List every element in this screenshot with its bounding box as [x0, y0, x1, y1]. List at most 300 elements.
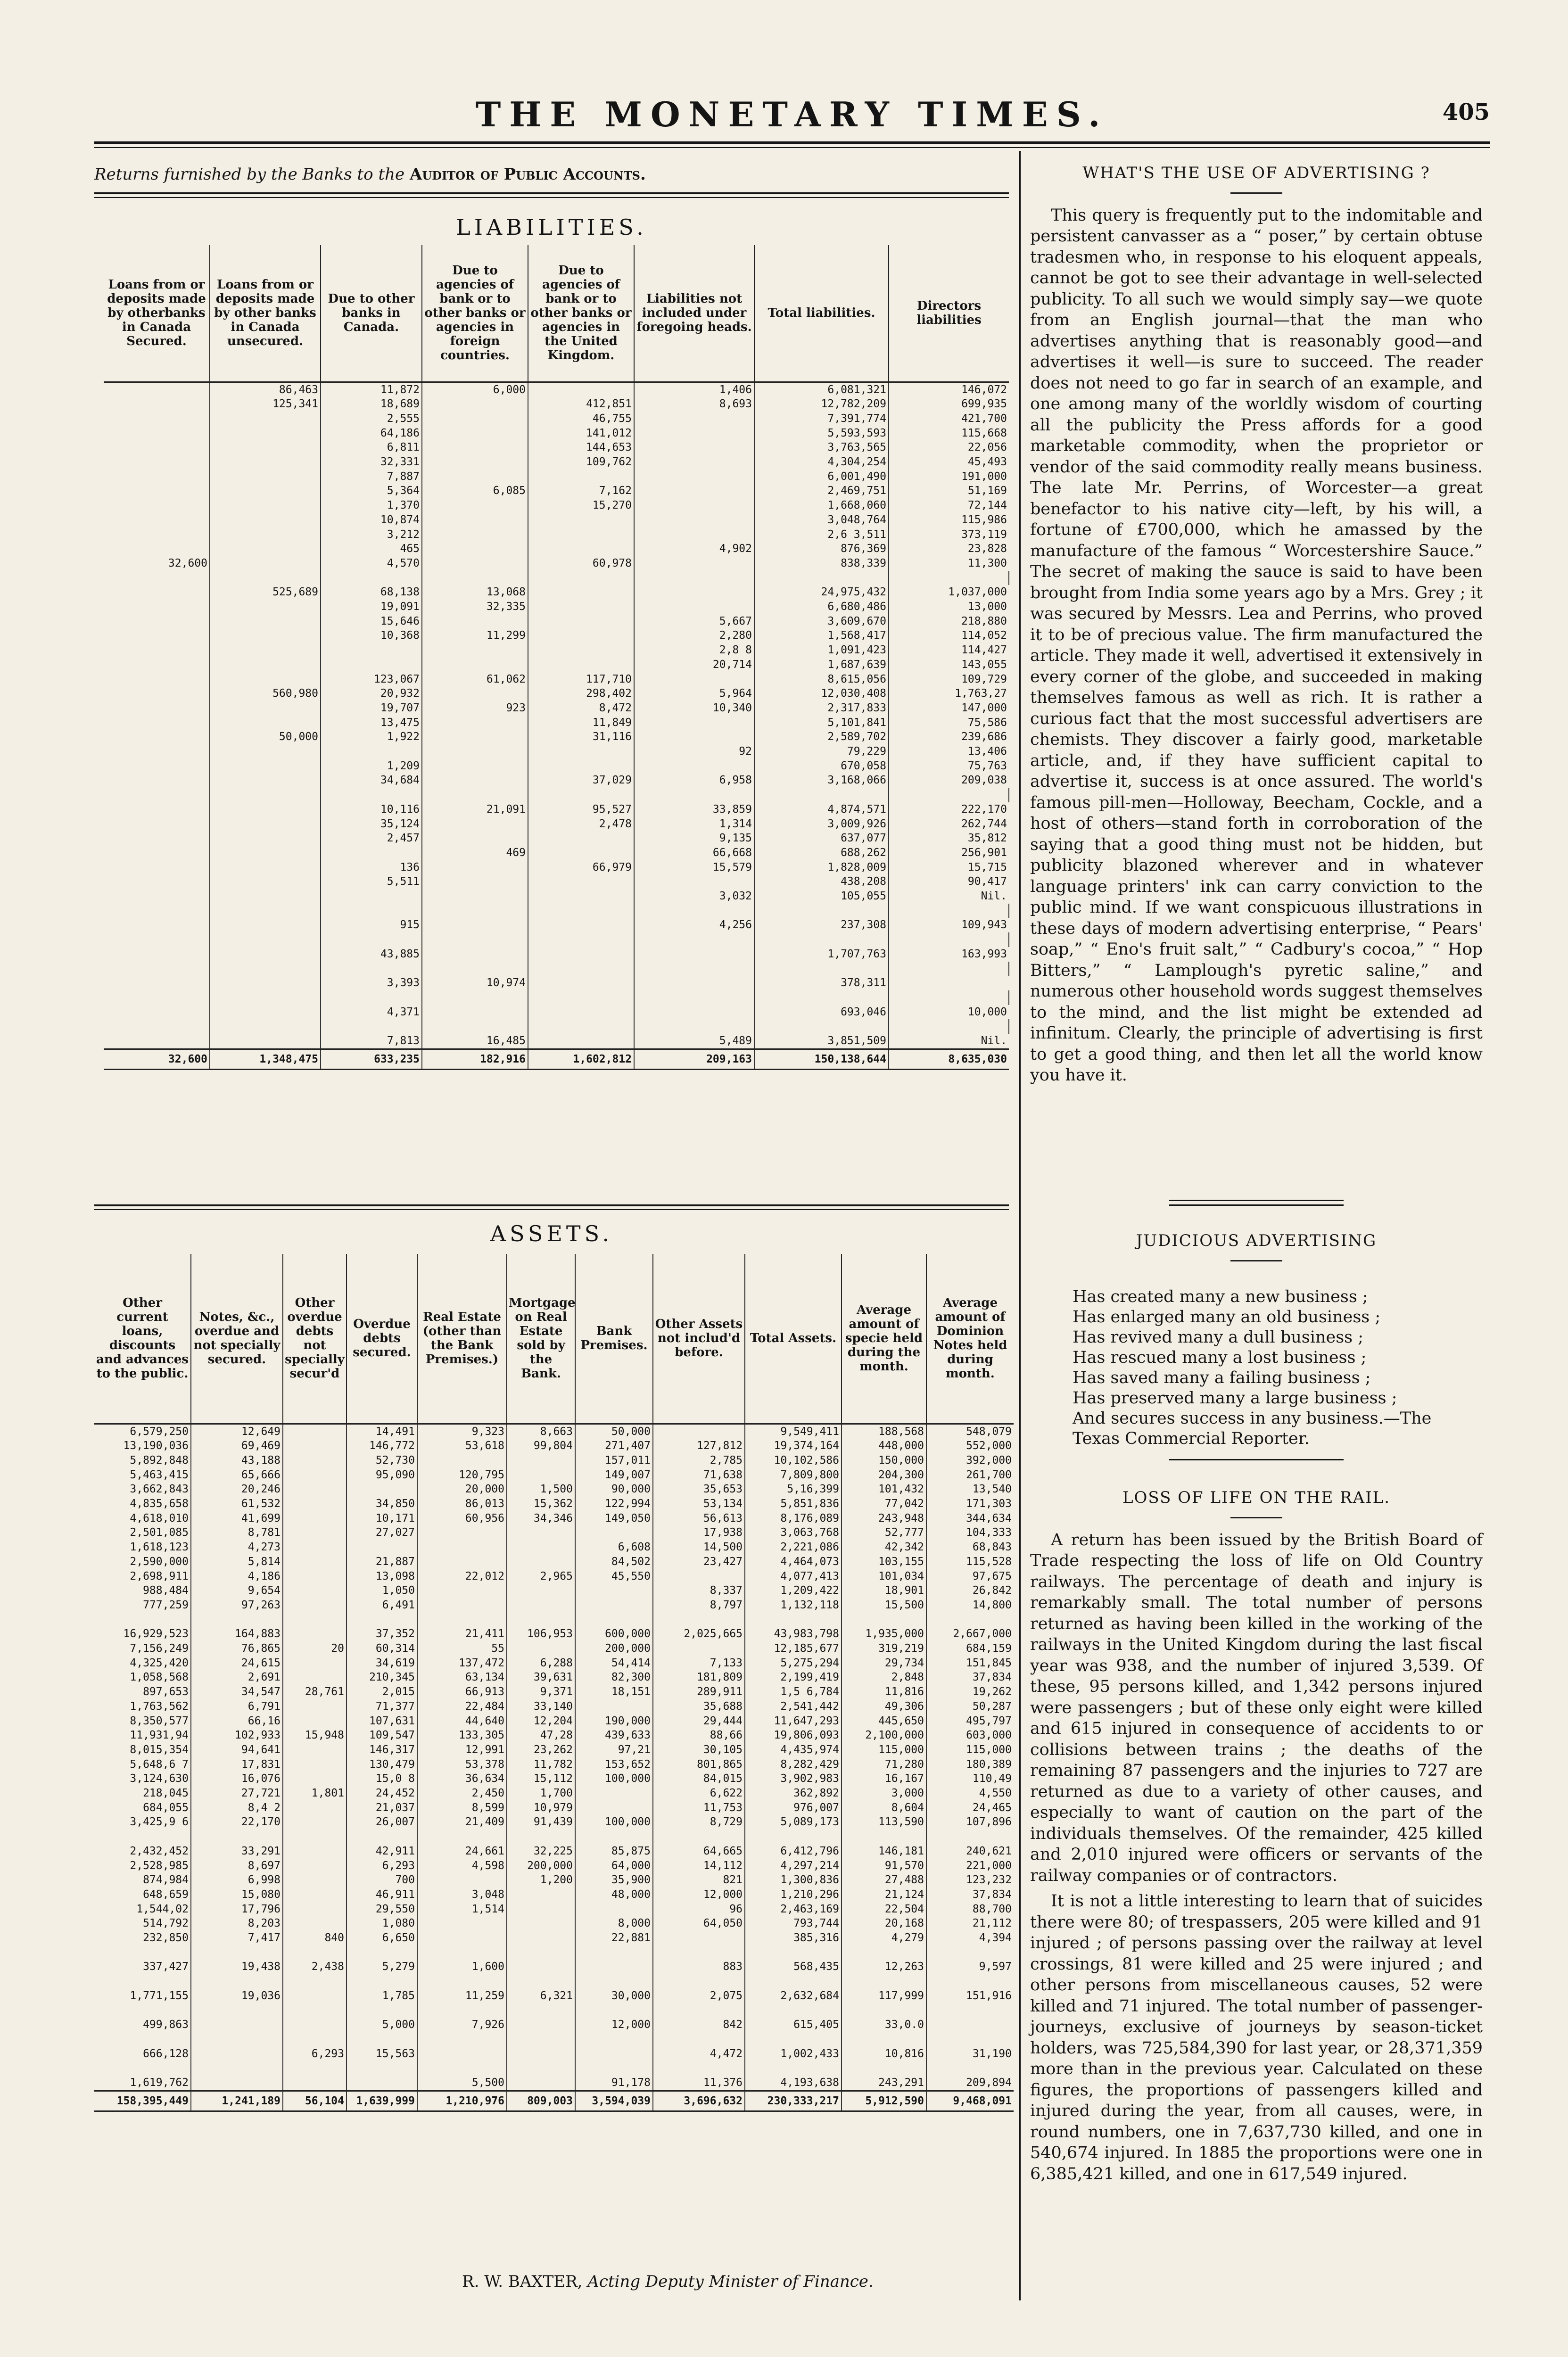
table-cell — [926, 2032, 1014, 2047]
table-cell — [104, 1034, 210, 1049]
table-cell — [745, 2032, 842, 2047]
table-row — [94, 2076, 1014, 2091]
table-cell — [210, 1019, 321, 1034]
table-cell: 6,958 — [634, 773, 754, 788]
table-cell: 115,000 — [926, 1743, 1014, 1757]
table-cell — [321, 904, 422, 918]
table-cell — [422, 817, 528, 832]
table-cell — [422, 1019, 528, 1034]
table-cell: 29,444 — [653, 1714, 745, 1729]
table-cell: 3,662,843 — [130, 1483, 189, 1496]
table-cell: 1,200 — [507, 1873, 575, 1887]
table-cell — [528, 1019, 634, 1034]
table-cell: 2,965 — [507, 1569, 575, 1584]
asset-col-header: Other overdue debts not specially secur'd — [283, 1254, 347, 1424]
table-cell: 60,314 — [347, 1641, 417, 1656]
table-cell — [528, 846, 634, 860]
table-cell: 373,119 — [889, 527, 1009, 542]
table-cell: 4,325,420 — [130, 1656, 189, 1669]
table-cell: 33,291 — [191, 1844, 283, 1859]
article-rail-para-2: It is not a little interesting to learn that of suicides there were 80; of trespassers, 205 were killed and 91 injured ; of persons passing over the railway at level crossings, 81 were killed and 25 were injured ; and other persons from miscellaneous causes, 52 were killed and 71 injured. The total number of passenger-journeys, exclusive of journeys by season-ticket holders, was 725,584,390 for last year, or 28,371,359 more than in the previous year. Calculated on these figures, the proportions of passengers killed and injured during the year, from all causes, were, in round numbers, one in 7,637,730 killed, and one in 540,674 injured. In 1885 the proportions were one in 6,385,421 killed, and one in 617,549 injured. — [1030, 1892, 1483, 2184]
table-row — [104, 513, 1009, 527]
table-cell: 821 — [653, 1873, 745, 1887]
table-cell — [191, 1613, 283, 1627]
table-cell — [926, 1830, 1014, 1844]
table-cell — [191, 2076, 283, 2091]
table-cell: 465 — [321, 542, 422, 556]
table-cell — [347, 1613, 417, 1627]
table-cell — [210, 628, 321, 643]
table-row — [104, 802, 1009, 817]
table-row — [94, 2032, 1014, 2047]
article-judicious-title: JUDICIOUS ADVERTISING — [1136, 1231, 1377, 1250]
table-row — [94, 1728, 1014, 1743]
table-row — [94, 1685, 1014, 1699]
table-cell: 13,406 — [889, 744, 1009, 759]
table-cell: 21,409 — [417, 1815, 507, 1830]
table-cell — [104, 976, 210, 990]
table-row — [94, 2003, 1014, 2018]
assets-table — [94, 1254, 1014, 2112]
table-cell — [210, 773, 321, 788]
table-cell: 13,000 — [889, 600, 1009, 614]
table-cell — [422, 947, 528, 962]
table-cell — [634, 932, 754, 947]
table-cell: 14,800 — [926, 1598, 1014, 1613]
table-cell: 146,772 — [347, 1439, 417, 1453]
table-cell: 34,850 — [347, 1497, 417, 1511]
table-cell: 7,417 — [191, 1931, 283, 1945]
table-cell — [528, 658, 634, 672]
table-cell: 1,091,423 — [754, 643, 889, 658]
table-cell: 91,439 — [507, 1815, 575, 1830]
table-cell: 27,027 — [347, 1525, 417, 1540]
table-cell — [634, 426, 754, 441]
table-cell: 1,210,296 — [745, 1887, 842, 1902]
table-cell: 2,6 3,511 — [754, 527, 889, 542]
table-cell — [283, 1424, 347, 1439]
total-cell: 230,333,217 — [745, 2091, 842, 2111]
table-cell — [283, 1540, 347, 1555]
table-cell — [210, 658, 321, 672]
table-cell — [528, 382, 634, 397]
table-cell — [417, 1945, 507, 1960]
table-cell — [889, 571, 1009, 585]
table-cell — [528, 571, 634, 585]
table-cell — [283, 1525, 347, 1540]
table-cell: 648,659 — [143, 1888, 189, 1901]
table-cell — [321, 932, 422, 947]
table-cell — [507, 1453, 575, 1468]
table-cell: 64,186 — [321, 426, 422, 441]
table-row — [94, 1989, 1014, 2003]
table-cell — [422, 932, 528, 947]
table-cell — [507, 1830, 575, 1844]
table-cell: 5,851,836 — [745, 1497, 842, 1511]
table-cell: 1,209 — [321, 759, 422, 774]
table-cell: 319,219 — [842, 1641, 926, 1656]
table-row — [104, 701, 1009, 716]
table-cell: 6,288 — [507, 1656, 575, 1671]
table-cell: 43,983,798 — [745, 1627, 842, 1641]
table-cell: 117,999 — [842, 1989, 926, 2003]
table-cell: 4,273 — [191, 1540, 283, 1555]
table-cell — [191, 2061, 283, 2076]
table-cell — [417, 1873, 507, 1887]
table-cell: 157,011 — [575, 1453, 653, 1468]
table-cell: 8,000 — [575, 1916, 653, 1931]
table-cell: 35,653 — [653, 1482, 745, 1497]
table-cell: 4,550 — [926, 1786, 1014, 1801]
table-cell: 237,308 — [754, 918, 889, 932]
table-cell — [575, 2032, 653, 2047]
table-cell — [283, 1945, 347, 1960]
table-cell: 12,782,209 — [754, 397, 889, 412]
table-cell: 36,634 — [417, 1772, 507, 1786]
table-row — [104, 889, 1009, 904]
table-cell: 94,641 — [191, 1743, 283, 1757]
table-row — [94, 1569, 1014, 1584]
table-cell — [575, 1699, 653, 1714]
table-cell — [422, 773, 528, 788]
table-cell — [528, 1034, 634, 1049]
table-cell: 53,618 — [417, 1439, 507, 1453]
table-cell — [417, 1598, 507, 1613]
table-cell: 9,549,411 — [745, 1424, 842, 1439]
total-cell: 633,235 — [321, 1049, 422, 1069]
total-cell: 1,602,812 — [528, 1049, 634, 1069]
table-cell: 71,280 — [842, 1757, 926, 1772]
assets-title: ASSETS. — [490, 1221, 613, 1246]
table-cell: 1,801 — [283, 1786, 347, 1801]
table-cell: 469 — [422, 846, 528, 860]
table-row — [94, 1497, 1014, 1511]
table-cell: 90,417 — [889, 874, 1009, 889]
table-cell — [283, 1670, 347, 1685]
table-cell — [745, 2003, 842, 2018]
table-cell: 5,892,848 — [130, 1454, 189, 1467]
table-cell: 122,994 — [575, 1497, 653, 1511]
table-cell: 4,472 — [653, 2047, 745, 2061]
table-cell — [283, 1887, 347, 1902]
table-cell: 7,813 — [321, 1034, 422, 1049]
table-cell: 115,986 — [889, 513, 1009, 527]
masthead-title: THE MONETARY TIMES. — [475, 94, 1109, 134]
table-cell — [653, 1641, 745, 1656]
table-cell — [507, 1641, 575, 1656]
table-cell: 3,063,768 — [745, 1525, 842, 1540]
table-cell: 666,128 — [143, 2047, 189, 2060]
table-cell: 445,650 — [842, 1714, 926, 1729]
table-cell — [842, 2032, 926, 2047]
table-cell: 21,887 — [347, 1555, 417, 1569]
table-cell: 209,038 — [889, 773, 1009, 788]
table-cell: 20 — [283, 1641, 347, 1656]
table-cell — [422, 990, 528, 1005]
table-cell — [347, 2032, 417, 2047]
table-cell — [575, 2061, 653, 2076]
table-cell: 11,753 — [653, 1801, 745, 1815]
table-cell — [191, 1945, 283, 1960]
table-cell: 801,865 — [653, 1757, 745, 1772]
table-cell: 11,782 — [507, 1757, 575, 1772]
table-cell — [575, 1613, 653, 1627]
table-row — [104, 947, 1009, 962]
table-cell: 1,500 — [507, 1482, 575, 1497]
table-cell: 840 — [283, 1931, 347, 1945]
table-cell: 26,007 — [347, 1815, 417, 1830]
article-divider-2 — [1169, 1204, 1344, 1206]
table-cell — [507, 1902, 575, 1917]
table-cell: 133,305 — [417, 1728, 507, 1743]
table-cell: 51,169 — [889, 484, 1009, 498]
table-cell: 7,809,800 — [745, 1468, 842, 1483]
table-cell: Nil. — [889, 1034, 1009, 1049]
table-cell — [417, 1613, 507, 1627]
table-cell — [528, 947, 634, 962]
total-cell: 182,916 — [422, 1049, 528, 1069]
total-cell: 32,600 — [104, 1049, 210, 1069]
table-cell — [321, 889, 422, 904]
table-cell: 21,091 — [422, 802, 528, 817]
table-cell — [210, 470, 321, 484]
table-cell — [422, 730, 528, 744]
judicious-line: Has preserved many a large business ; — [1073, 1389, 1397, 1408]
table-cell — [283, 2003, 347, 2018]
table-cell: 5,964 — [634, 686, 754, 701]
table-cell — [94, 2032, 191, 2047]
table-cell: 20,000 — [417, 1482, 507, 1497]
table-cell: 5,101,841 — [754, 716, 889, 730]
table-cell: 10,171 — [347, 1511, 417, 1526]
table-cell: 130,479 — [347, 1757, 417, 1772]
table-cell — [210, 947, 321, 962]
table-cell — [283, 1743, 347, 1757]
table-cell — [528, 527, 634, 542]
table-cell — [210, 802, 321, 817]
table-cell — [210, 527, 321, 542]
table-cell: 24,452 — [347, 1786, 417, 1801]
table-cell: 8,615,056 — [754, 672, 889, 687]
table-cell — [321, 643, 422, 658]
table-cell: 64,665 — [653, 1844, 745, 1859]
table-cell: 33,140 — [507, 1699, 575, 1714]
table-cell — [104, 990, 210, 1005]
asset-col-header: Other Assets not includ'd before. — [653, 1254, 745, 1424]
table-cell: 5,648,6 7 — [130, 1758, 189, 1771]
table-cell: 16,167 — [842, 1772, 926, 1786]
page-number: 405 — [1442, 99, 1490, 125]
table-row — [104, 773, 1009, 788]
table-cell — [104, 962, 210, 976]
table-cell — [634, 498, 754, 513]
table-cell — [283, 1859, 347, 1873]
table-cell — [422, 513, 528, 527]
table-cell — [754, 571, 889, 585]
table-cell: 63,134 — [417, 1670, 507, 1685]
table-cell — [210, 918, 321, 932]
table-cell: 3,168,066 — [754, 773, 889, 788]
table-cell — [528, 918, 634, 932]
article-advertising-title: WHAT'S THE USE OF ADVERTISING ? — [1082, 164, 1430, 182]
table-cell: 793,744 — [745, 1916, 842, 1931]
asset-col-header: Average amount of specie held during the month. — [842, 1254, 926, 1424]
table-cell — [283, 1916, 347, 1931]
table-cell: 200,000 — [575, 1641, 653, 1656]
table-cell: 56,613 — [653, 1511, 745, 1526]
table-cell: 218,045 — [143, 1787, 189, 1800]
table-cell: 4,835,658 — [130, 1498, 189, 1510]
liab-col-header: Due to agencies of bank or to other banks or agencies in the United Kingdom. — [528, 245, 634, 382]
table-cell: 11,299 — [422, 628, 528, 643]
asset-col-header: Average amount of Dominion Notes held during month. — [926, 1254, 1014, 1424]
table-cell — [321, 1019, 422, 1034]
table-cell — [417, 1931, 507, 1945]
table-cell: 15,500 — [842, 1598, 926, 1613]
table-cell — [210, 860, 321, 875]
table-cell: 1,619,762 — [130, 2077, 189, 2089]
table-cell: 15,362 — [507, 1497, 575, 1511]
liab-col-header: Loans from or deposits made by otherbanks in Canada Secured. — [104, 245, 210, 382]
table-cell — [210, 976, 321, 990]
judicious-line: Has enlarged many an old business ; — [1073, 1308, 1381, 1327]
table-cell: 2,555 — [321, 412, 422, 426]
header-rule-thin — [94, 147, 1490, 148]
table-cell — [422, 542, 528, 556]
table-cell — [634, 976, 754, 990]
table-cell — [104, 889, 210, 904]
table-cell — [210, 614, 321, 629]
table-cell — [283, 1902, 347, 1917]
article-rail-title: LOSS OF LIFE ON THE RAIL. — [1122, 1488, 1391, 1507]
table-cell: 6,293 — [347, 1859, 417, 1873]
table-cell — [191, 2003, 283, 2018]
table-row — [104, 904, 1009, 918]
table-cell: 54,414 — [575, 1656, 653, 1671]
table-cell: 13,475 — [321, 716, 422, 730]
table-cell: 141,012 — [528, 426, 634, 441]
table-cell: 61,532 — [191, 1497, 283, 1511]
table-cell — [422, 831, 528, 846]
table-cell — [417, 1453, 507, 1468]
title-rule — [1230, 192, 1282, 194]
table-cell: 20,714 — [634, 658, 754, 672]
table-cell: 123,067 — [321, 672, 422, 687]
table-cell: 1,132,118 — [745, 1598, 842, 1613]
table-cell: 362,892 — [745, 1786, 842, 1801]
table-cell: 14,500 — [653, 1540, 745, 1555]
table-cell — [745, 1945, 842, 1960]
table-cell — [417, 1540, 507, 1555]
table-cell: 1,828,009 — [754, 860, 889, 875]
table-cell: Nil. — [889, 889, 1009, 904]
table-row — [104, 628, 1009, 643]
table-row — [104, 484, 1009, 498]
table-row — [94, 1844, 1014, 1859]
table-cell: 988,484 — [143, 1584, 189, 1597]
table-cell — [210, 744, 321, 759]
signature-name: R. W. BAXTER, — [462, 2272, 583, 2291]
table-cell: 86,463 — [210, 382, 321, 397]
table-cell: 17,831 — [191, 1757, 283, 1772]
table-cell: 146,072 — [889, 382, 1009, 397]
table-cell — [417, 1555, 507, 1569]
table-cell — [283, 1497, 347, 1511]
table-cell — [634, 1019, 754, 1034]
table-cell — [528, 1005, 634, 1020]
table-cell: 6,650 — [347, 1931, 417, 1945]
table-cell — [653, 2032, 745, 2047]
table-cell: 33,0.0 — [842, 2018, 926, 2032]
table-cell — [634, 947, 754, 962]
table-cell: 243,291 — [842, 2076, 926, 2091]
table-cell: 6,491 — [347, 1598, 417, 1613]
table-cell — [321, 788, 422, 802]
table-cell — [347, 1945, 417, 1960]
table-cell — [653, 1974, 745, 1989]
table-cell — [422, 455, 528, 470]
table-cell: 136 — [321, 860, 422, 875]
table-cell: 68,138 — [321, 585, 422, 600]
table-cell — [283, 1989, 347, 2003]
table-cell: 8,472 — [528, 701, 634, 716]
table-cell: 37,834 — [926, 1887, 1014, 1902]
table-cell: 115,668 — [889, 426, 1009, 441]
table-row — [94, 1453, 1014, 1468]
column-divider — [1019, 151, 1021, 2300]
table-cell — [575, 1801, 653, 1815]
table-cell — [210, 672, 321, 687]
table-cell: 60,978 — [528, 556, 634, 571]
table-cell: 41,699 — [191, 1511, 283, 1526]
table-cell: 9,323 — [417, 1424, 507, 1439]
table-cell — [94, 1830, 191, 1844]
table-cell — [417, 2061, 507, 2076]
page-header — [94, 85, 1490, 137]
table-row — [104, 542, 1009, 556]
table-cell: 514,792 — [143, 1917, 189, 1930]
table-cell: 190,000 — [575, 1714, 653, 1729]
table-cell — [104, 904, 210, 918]
table-cell: 6,081,321 — [754, 382, 889, 397]
table-cell: 12,000 — [575, 2018, 653, 2032]
table-cell: 2,100,000 — [842, 1728, 926, 1743]
table-cell: 66,913 — [417, 1685, 507, 1699]
table-cell — [104, 932, 210, 947]
table-cell — [842, 1613, 926, 1627]
table-cell — [210, 484, 321, 498]
total-cell: 9,468,091 — [926, 2091, 1014, 2111]
table-cell: 439,633 — [575, 1728, 653, 1743]
table-cell: 4,598 — [417, 1859, 507, 1873]
table-cell — [283, 2032, 347, 2047]
table-cell — [210, 542, 321, 556]
table-row — [94, 2061, 1014, 2076]
table-cell: 100,000 — [575, 1772, 653, 1786]
table-cell: 39,631 — [507, 1670, 575, 1685]
table-cell: 13,068 — [422, 585, 528, 600]
table-cell: 8,4 2 — [191, 1801, 283, 1815]
table-cell: 92 — [634, 744, 754, 759]
table-cell — [634, 672, 754, 687]
table-row — [94, 1960, 1014, 1974]
table-cell: 232,850 — [143, 1932, 189, 1945]
table-cell — [347, 1482, 417, 1497]
table-cell: 7,391,774 — [754, 412, 889, 426]
total-cell: 1,639,999 — [347, 2091, 417, 2111]
asset-col-header: Overdue debts secured. — [347, 1254, 417, 1424]
table-cell: 66,979 — [528, 860, 634, 875]
